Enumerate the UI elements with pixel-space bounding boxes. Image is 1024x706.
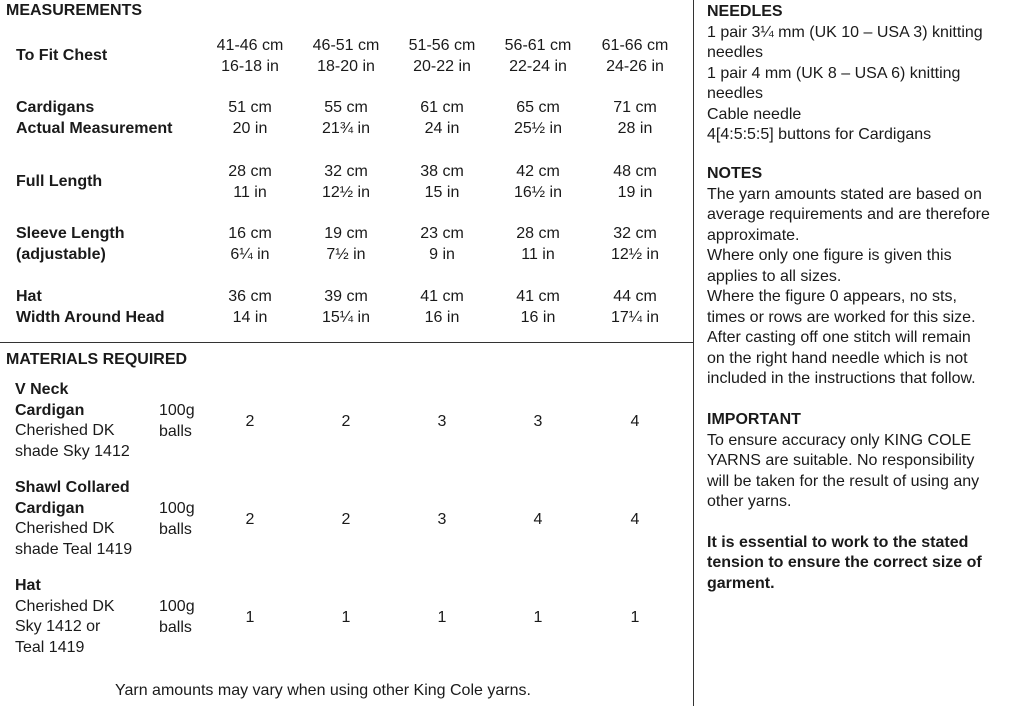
measurement-value: 38 cm	[420, 163, 464, 180]
important-line: other yarns.	[707, 493, 792, 510]
important-section	[707, 410, 982, 594]
measurement-value: 41-46 cm	[216, 37, 284, 54]
measurement-label: (adjustable)	[16, 245, 106, 263]
measurement-value: 32 cm	[613, 225, 657, 242]
measurement-value: 61 cm	[420, 99, 464, 116]
measurement-value: 24-26 in	[606, 57, 664, 75]
measurement-label: Cardigans	[16, 99, 95, 116]
measurement-value: 55 cm	[324, 99, 368, 116]
material-description: Teal 1419	[15, 638, 85, 656]
material-quantity: 1	[533, 609, 543, 626]
material-unit: 100g	[159, 402, 195, 419]
notes-line: Where the figure 0 appears, no sts,	[707, 288, 957, 305]
material-description: Cherished DK	[15, 597, 115, 615]
measurement-value: 19 cm	[324, 225, 368, 242]
material-title: Hat	[15, 577, 41, 594]
material-description: shade Sky 1412	[15, 442, 130, 460]
measurement-value: 36 cm	[228, 288, 272, 305]
material-quantity: 2	[245, 511, 255, 528]
measurement-value: 25½ in	[513, 119, 563, 137]
important-bold-line: It is essential to work to the stated	[707, 533, 969, 551]
measurement-value: 28 in	[617, 119, 653, 137]
material-quantity: 3	[533, 413, 543, 430]
notes-line: After casting off one stitch will remain	[707, 329, 971, 346]
important-line: YARNS are suitable. No responsibility	[707, 452, 975, 469]
measurement-value: 22-24 in	[509, 57, 567, 75]
measurement-value: 19 in	[617, 183, 653, 201]
measurement-value: 9 in	[429, 245, 455, 263]
material-quantity: 4	[630, 413, 640, 430]
measurement-value: 16-18 in	[221, 57, 279, 75]
notes-heading: NOTES	[707, 165, 763, 182]
measurement-label: Width Around Head	[16, 308, 165, 326]
material-title: Cardigan	[15, 499, 85, 517]
measurement-label: Full Length	[16, 173, 103, 190]
material-description: Cherished DK	[15, 520, 115, 537]
important-bold-line: tension to ensure the correct size of	[707, 554, 982, 571]
important-bold-line: garment.	[707, 574, 775, 592]
material-quantity: 1	[437, 609, 447, 626]
measurement-value: 48 cm	[613, 163, 657, 180]
measurement-value: 7½ in	[326, 245, 366, 263]
material-quantity: 3	[437, 511, 447, 528]
notes-line: Where only one figure is given this	[707, 247, 952, 264]
measurements-heading: MEASUREMENTS	[6, 2, 143, 19]
measurement-value: 23 cm	[420, 225, 464, 242]
measurement-value: 41 cm	[516, 288, 560, 305]
measurement-value: 14 in	[232, 308, 268, 326]
needles-heading: NEEDLES	[707, 3, 783, 20]
measurement-label: Actual Measurement	[16, 119, 173, 137]
column-divider	[693, 0, 694, 706]
measurement-value: 42 cm	[516, 163, 560, 180]
material-quantity: 2	[245, 413, 255, 430]
measurement-value: 15¼ in	[321, 308, 371, 326]
measurement-value: 24 in	[424, 119, 460, 137]
material-quantity: 3	[437, 413, 447, 430]
measurement-value: 12½ in	[321, 183, 371, 201]
measurement-value: 6¼ in	[230, 245, 270, 263]
needles-line: Cable needle	[707, 105, 802, 123]
needles-line: 4[4:5:5:5] buttons for Cardigans	[707, 126, 932, 143]
yarn-footnote: Yarn amounts may vary when using other King Cole yarns.	[115, 682, 531, 699]
measurement-label: Hat	[16, 288, 42, 305]
measurement-value: 18-20 in	[317, 57, 375, 75]
notes-line: applies to all sizes.	[707, 267, 842, 285]
material-unit: balls	[159, 618, 192, 636]
needles-line: 1 pair 4 mm (UK 8 – USA 6) knitting	[707, 64, 961, 82]
measurement-value: 16 in	[424, 308, 460, 326]
material-title: Shawl Collared	[15, 479, 130, 496]
material-title: Cardigan	[15, 401, 85, 419]
measurement-value: 32 cm	[324, 163, 368, 180]
measurement-label: Sleeve Length	[16, 225, 125, 242]
important-line: will be taken for the result of using any	[707, 472, 980, 490]
measurement-value: 17¼ in	[610, 308, 660, 326]
measurement-value: 41 cm	[420, 288, 464, 305]
material-quantity: 1	[245, 609, 255, 626]
measurement-value: 11 in	[521, 245, 555, 263]
measurement-value: 44 cm	[613, 288, 657, 305]
measurement-value: 28 cm	[516, 225, 560, 242]
materials-heading: MATERIALS REQUIRED	[6, 351, 188, 368]
material-unit: balls	[159, 520, 192, 538]
material-description: Cherished DK	[15, 422, 115, 439]
needles-section	[707, 2, 983, 146]
notes-line: average requirements and are therefore	[707, 206, 990, 223]
measurement-value: 61-66 cm	[601, 37, 669, 54]
measurement-value: 15 in	[424, 183, 460, 201]
measurement-value: 28 cm	[228, 163, 272, 180]
notes-line: times or rows are worked for this size.	[707, 308, 976, 326]
measurement-value: 71 cm	[613, 99, 657, 116]
needles-line: 1 pair 3¼ mm (UK 10 – USA 3) knitting	[707, 23, 983, 41]
measurement-value: 20 in	[232, 119, 268, 137]
material-description: shade Teal 1419	[15, 540, 133, 558]
measurement-value: 12½ in	[610, 245, 660, 263]
measurement-value: 16 cm	[228, 225, 272, 242]
notes-section	[707, 164, 990, 390]
important-heading: IMPORTANT	[707, 411, 801, 428]
measurement-value: 46-51 cm	[312, 37, 380, 54]
measurement-label: To Fit Chest	[16, 47, 108, 64]
section-divider	[0, 342, 694, 343]
measurement-value: 51 cm	[228, 99, 272, 116]
material-quantity: 4	[630, 511, 640, 528]
material-quantity: 2	[341, 511, 351, 528]
material-quantity: 1	[341, 609, 351, 626]
material-unit: balls	[159, 422, 192, 440]
needles-line: needles	[707, 85, 764, 102]
measurement-value: 16 in	[520, 308, 556, 326]
notes-line: approximate.	[707, 226, 800, 244]
material-unit: 100g	[159, 500, 195, 517]
measurement-value: 39 cm	[324, 288, 368, 305]
measurement-value: 11 in	[233, 183, 267, 201]
measurement-value: 16½ in	[513, 183, 563, 201]
important-line: To ensure accuracy only KING COLE	[707, 431, 972, 449]
material-title: V Neck	[15, 381, 69, 398]
material-quantity: 4	[533, 511, 543, 528]
material-quantity: 2	[341, 413, 351, 430]
notes-line: on the right hand needle which is not	[707, 349, 968, 367]
measurement-value: 21¾ in	[321, 119, 371, 137]
measurement-value: 51-56 cm	[408, 37, 476, 54]
material-quantity: 1	[630, 609, 640, 626]
material-unit: 100g	[159, 598, 195, 615]
notes-line: included in the instructions that follow.	[707, 370, 976, 387]
measurement-value: 65 cm	[516, 99, 560, 116]
notes-line: The yarn amounts stated are based on	[707, 185, 982, 203]
material-description: Sky 1412 or	[15, 618, 101, 635]
needles-line: needles	[707, 44, 764, 61]
measurement-value: 20-22 in	[413, 57, 471, 75]
measurement-value: 56-61 cm	[504, 37, 572, 54]
